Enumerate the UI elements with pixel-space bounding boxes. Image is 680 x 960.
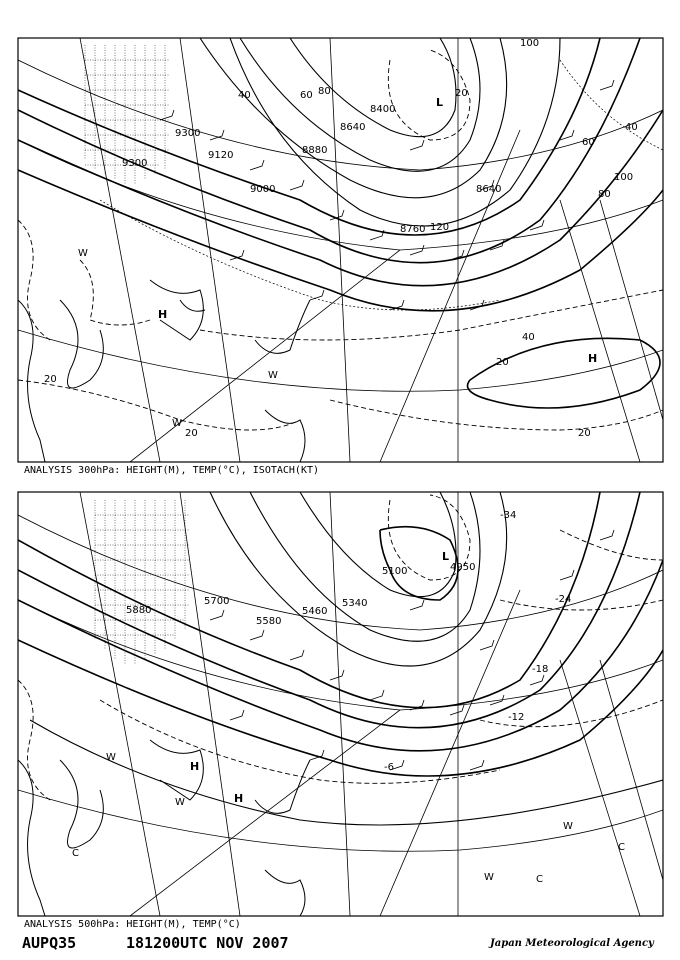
low-center: L [436,96,444,109]
temp-label: -24 [555,594,572,605]
warm-center: W [563,821,573,832]
temp-label: -34 [500,510,517,521]
isotach-label: 60 [300,90,313,101]
panel-300hpa-frame [18,38,663,462]
isotach-label: 20 [578,428,591,439]
isotach-label: 20 [496,357,509,368]
cold-center: C [618,842,625,853]
height-label: 8640 [340,122,366,133]
panel-500hpa [18,492,663,930]
height-label: 5340 [342,598,368,609]
isotach-label: 40 [625,122,638,133]
isotach-label: 40 [238,90,251,101]
warm-center: W [172,418,182,429]
warm-center: W [78,248,88,259]
isotach-label: 20 [455,88,468,99]
temp-label: -18 [532,664,549,675]
isotach-label: 20 [185,428,198,439]
height-label: 4950 [450,562,476,573]
high-center: H [234,792,244,805]
cold-center: C [72,848,79,859]
valid-datetime: 181200UTC NOV 2007 [126,934,289,952]
high-center: H [588,352,598,365]
agency-name: Japan Meteorological Agency [490,938,654,949]
height-label: 8880 [302,145,328,156]
height-label: 8760 [400,224,426,235]
height-label: 5880 [126,605,152,616]
height-label: 5100 [382,566,408,577]
height-label: 5700 [204,596,230,607]
isotach-label: 120 [430,222,450,233]
isotach-label: 100 [520,38,540,49]
warm-center: W [175,797,185,808]
warm-center: W [268,370,278,381]
height-label: 9300 [175,128,201,139]
temp-label: -6 [384,762,394,773]
isotach-label: 80 [318,86,331,97]
height-label: 5580 [256,616,282,627]
isotach-label: 80 [598,189,611,200]
low-center: L [442,550,450,563]
panel-300hpa [18,38,663,476]
height-label: 8400 [370,104,396,115]
product-code: AUPQ35 [22,934,77,952]
isotach-label: 20 [44,374,57,385]
height-label: 9300 [122,158,148,169]
high-center: H [190,760,200,773]
height-label: 8640 [476,184,502,195]
footer [22,934,655,952]
panel-500hpa-caption: ANALYSIS 500hPa: HEIGHT(M), TEMP(°C) [24,919,241,930]
temp-label: -12 [508,712,525,723]
height-label: 9000 [250,184,276,195]
warm-center: W [484,872,494,883]
high-center: H [158,308,168,321]
isotach-label: 100 [614,172,634,183]
height-label: 5460 [302,606,328,617]
warm-center: W [106,752,116,763]
isotach-label: 40 [522,332,535,343]
cold-center: C [536,874,543,885]
panel-300hpa-caption: ANALYSIS 300hPa: HEIGHT(M), TEMP(°C), ISOTACH(KT) [24,465,320,476]
isotach-label: 60 [582,137,595,148]
height-label: 9120 [208,150,234,161]
